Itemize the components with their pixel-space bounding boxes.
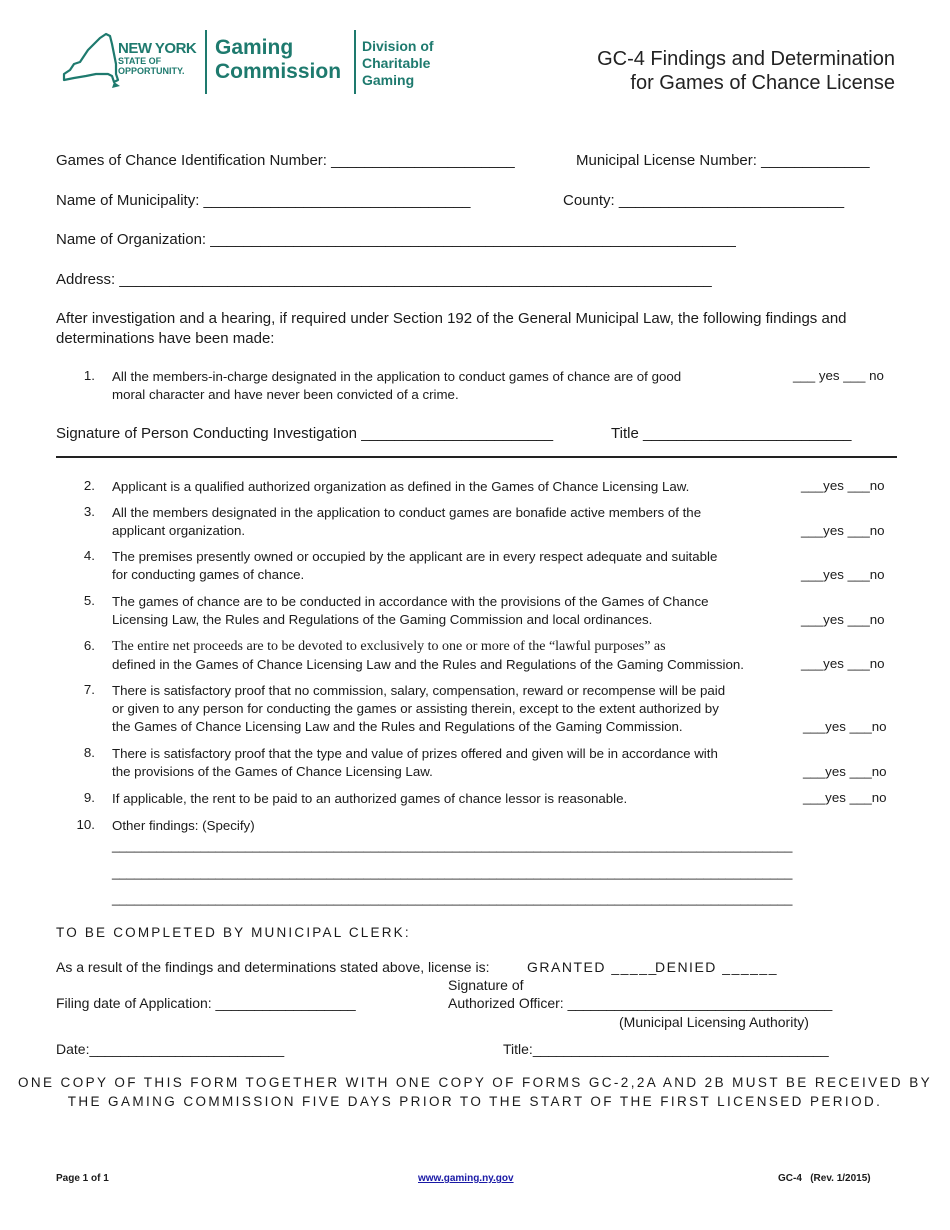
organization-field[interactable]: Name of Organization: _______________________________________________________________: [56, 231, 736, 248]
finding-6-line2: defined in the Games of Chance Licensing Law and the Rules and Regulations of the Gaming Commission.: [112, 657, 744, 672]
agency-logo: [56, 28, 456, 98]
logo-agency-line2: Commission: [215, 60, 342, 83]
other-findings-line-3[interactable]: ____________________________________________________________________________________________: [112, 891, 793, 906]
municipal-license-field[interactable]: Municipal License Number: _____________: [576, 152, 870, 169]
license-result-text: As a result of the findings and determinations stated above, license is:: [56, 959, 490, 975]
finding-7-line3: the Games of Chance Licensing Law and the Rules and Regulations of the Gaming Commission.: [112, 719, 683, 734]
notice-line1: ONE COPY OF THIS FORM TOGETHER WITH ONE COPY OF FORMS GC-2,2A AND 2B MUST BE RECEIVED BY: [17, 1075, 933, 1090]
finding-5-line1: The games of chance are to be conducted in accordance with the provisions of the Games of Chance: [112, 594, 709, 609]
clerk-heading: TO BE COMPLETED BY MUNICIPAL CLERK:: [56, 925, 411, 940]
form-title-line1: GC-4 Findings and Determination: [597, 48, 895, 70]
logo-divider: [205, 30, 207, 94]
logo-agency-line1: Gaming: [215, 36, 294, 59]
finding-3-line2: applicant organization.: [112, 523, 246, 538]
finding-1-yes-no[interactable]: ___ yes ___ no: [793, 368, 884, 383]
logo-division-line1: Division of: [362, 38, 434, 54]
other-findings-line-1[interactable]: ____________________________________________________________________________________________: [112, 838, 793, 853]
form-title-line2: for Games of Chance License: [630, 72, 895, 94]
finding-3-line1: All the members designated in the application to conduct games are bonafide active members of the: [112, 505, 702, 520]
finding-3-yes-no[interactable]: ___yes ___no: [801, 523, 885, 538]
new-york-state-map-icon: [56, 30, 122, 92]
finding-5-number: 5.: [83, 593, 95, 608]
logo-division-line2: Charitable: [362, 55, 431, 71]
finding-2-text: [112, 478, 782, 496]
finding-6-number: 6.: [83, 638, 95, 653]
finding-4-line1: The premises presently owned or occupied by the applicant are in every respect adequate and suitable: [112, 549, 718, 564]
address-field[interactable]: Address: _______________________________________________________________________: [56, 271, 712, 288]
finding-8-number: 8.: [83, 745, 95, 760]
granted-field[interactable]: GRANTED _____: [527, 959, 658, 975]
id-number-field[interactable]: Games of Chance Identification Number: ______________________: [56, 152, 515, 169]
finding-2-yes-no[interactable]: ___yes ___no: [801, 478, 885, 493]
finding-4-line2: for conducting games of chance.: [112, 567, 305, 582]
investigator-signature-field[interactable]: Signature of Person Conducting Investigation _______________________: [56, 425, 554, 442]
finding-8-yes-no[interactable]: ___yes ___no: [803, 764, 887, 779]
logo-divider-2: [354, 30, 356, 94]
finding-8-line2: the provisions of the Games of Chance Licensing Law.: [112, 764, 433, 779]
finding-1-line1: All the members-in-charge designated in the application to conduct games of chance are of good: [112, 369, 682, 384]
intro-line1: After investigation and a hearing, if required under Section 192 of the General Municipal Law, the following findings and: [56, 310, 847, 327]
form-title: [597, 47, 895, 95]
investigator-title-field[interactable]: Title _________________________: [611, 425, 852, 442]
finding-10-number: 10.: [76, 817, 95, 832]
finding-8-text: [112, 745, 782, 781]
licensing-authority-label: (Municipal Licensing Authority): [619, 1014, 809, 1030]
finding-10-label: Other findings: (Specify): [112, 818, 255, 833]
finding-7-text: [112, 682, 782, 736]
finding-6-yes-no[interactable]: ___yes ___no: [801, 656, 885, 671]
finding-4-number: 4.: [83, 548, 95, 563]
logo-state-line1: NEW YORK: [118, 40, 197, 57]
finding-2-line1: Applicant is a qualified authorized organization as defined in the Games of Chance Licensing Law.: [112, 479, 690, 494]
signature-label: Signature of: [448, 977, 524, 993]
finding-7-yes-no[interactable]: ___yes ___no: [803, 719, 887, 734]
finding-4-text: [112, 548, 782, 584]
logo-division-line3: Gaming: [362, 72, 415, 88]
municipality-field[interactable]: Name of Municipality: ________________________________: [56, 192, 471, 209]
notice-line2: THE GAMING COMMISSION FIVE DAYS PRIOR TO THE START OF THE FIRST LICENSED PERIOD.: [67, 1094, 883, 1109]
finding-3-text: [112, 504, 782, 540]
county-field[interactable]: County: ___________________________: [563, 192, 845, 209]
finding-1-line2: moral character and have never been convicted of a crime.: [112, 387, 459, 402]
denied-field[interactable]: DENIED ______: [655, 959, 779, 975]
finding-5-text: [112, 593, 782, 629]
finding-4-yes-no[interactable]: ___yes ___no: [801, 567, 885, 582]
finding-9-text: [112, 790, 782, 808]
section-divider: [56, 456, 897, 458]
intro-line2: determinations have been made:: [56, 330, 275, 347]
finding-6-line1: The entire net proceeds are to be devoted to exclusively to one or more of the “lawful purposes” as: [112, 639, 666, 654]
finding-3-number: 3.: [83, 504, 95, 519]
finding-8-line1: There is satisfactory proof that the type and value of prizes offered and given will be in accordance with: [112, 746, 718, 761]
finding-1-text: [112, 368, 782, 404]
finding-7-line1: There is satisfactory proof that no commission, salary, compensation, reward or recompense will be paid: [112, 683, 726, 698]
finding-2-number: 2.: [83, 478, 95, 493]
finding-6-text: [112, 638, 782, 674]
finding-7-number: 7.: [83, 682, 95, 697]
finding-9-number: 9.: [83, 790, 95, 805]
other-findings-line-2[interactable]: ____________________________________________________________________________________________: [112, 865, 793, 880]
page-number: Page 1 of 1: [56, 1173, 109, 1184]
form-revision: GC-4 (Rev. 1/2015): [778, 1173, 871, 1184]
date-field[interactable]: Date:_________________________: [56, 1041, 285, 1057]
finding-9-yes-no[interactable]: ___yes ___no: [803, 790, 887, 805]
clerk-title-field[interactable]: Title:______________________________________: [503, 1041, 829, 1057]
website-link[interactable]: www.gaming.ny.gov: [418, 1173, 514, 1184]
filing-date-field[interactable]: Filing date of Application: __________________: [56, 995, 356, 1011]
logo-state-line2: STATE OF: [118, 56, 162, 66]
finding-7-line2: or given to any person for conducting the games or assisting therein, except to the extent authorized by: [112, 701, 719, 716]
authorized-officer-field[interactable]: Authorized Officer: __________________________________: [448, 995, 833, 1011]
logo-state-line3: OPPORTUNITY.: [118, 66, 185, 76]
finding-9-line1: If applicable, the rent to be paid to an authorized games of chance lessor is reasonable.: [112, 791, 628, 806]
finding-5-yes-no[interactable]: ___yes ___no: [801, 612, 885, 627]
finding-1-number: 1.: [83, 368, 95, 383]
finding-5-line2: Licensing Law, the Rules and Regulations of the Gaming Commission and local ordinances.: [112, 612, 653, 627]
